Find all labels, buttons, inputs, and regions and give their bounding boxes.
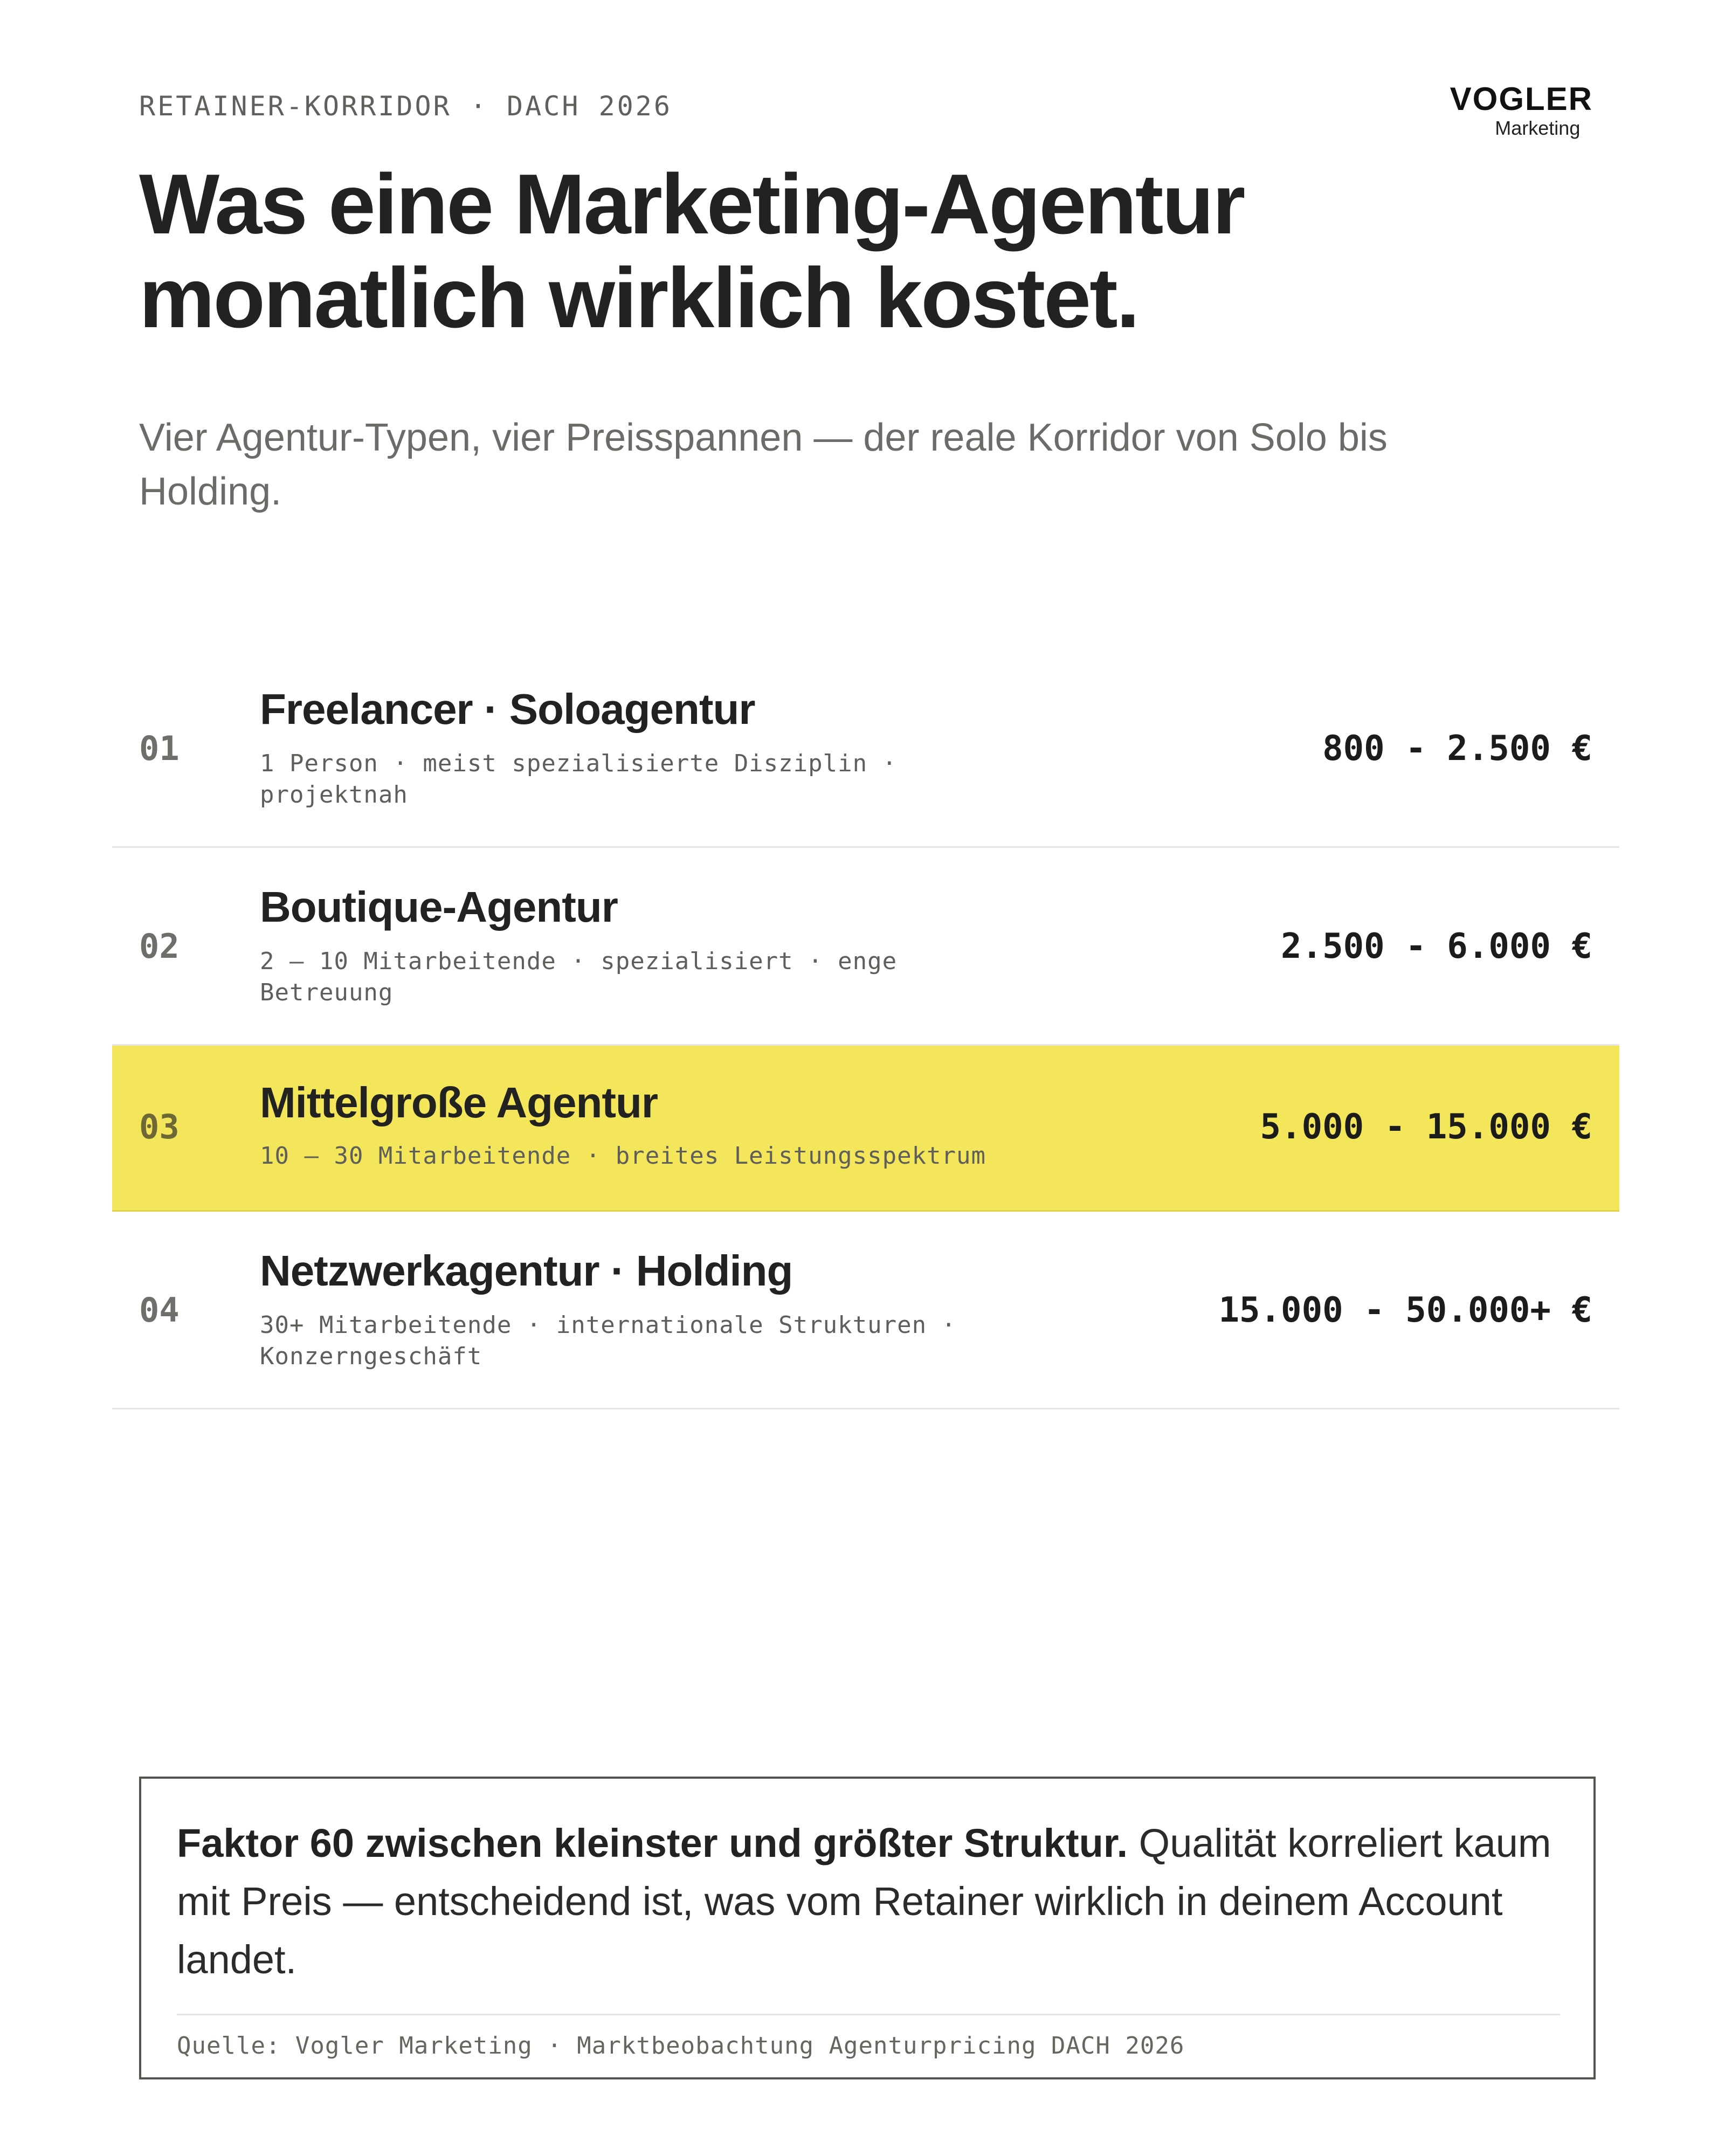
tier-row-highlighted	[112, 1046, 1619, 1212]
eyebrow-label: RETAINER-KORRIDOR · DACH 2026	[139, 91, 672, 122]
tier-name: Boutique-Agentur	[260, 883, 618, 931]
page-title	[139, 157, 1595, 345]
tier-number: 04	[139, 1290, 180, 1330]
callout-box	[139, 1777, 1596, 2079]
tier-price: 15.000 - 50.000+ €	[1218, 1290, 1592, 1330]
source-note: Quelle: Vogler Marketing · Marktbeobachtung Agenturpricing DACH 2026	[177, 2032, 1185, 2060]
tier-description: 30+ Mitarbeitende · internationale Strukturen · Konzerngeschäft	[260, 1311, 957, 1370]
callout-divider	[177, 2014, 1560, 2015]
tier-name: Freelancer · Soloagentur	[260, 685, 755, 733]
tier-price: 2.500 - 6.000 €	[1281, 927, 1592, 966]
callout-body: Qualität korreliert kaum mit Preis — entscheidend ist, was vom Retainer wirklich in deinem Account landet.	[177, 1821, 1551, 1982]
tier-row	[112, 1212, 1619, 1409]
tier-number: 01	[139, 729, 180, 768]
tier-description: 1 Person · meist spezialisierte Disziplin · projektnah	[260, 750, 898, 808]
tier-list	[112, 650, 1619, 1409]
tier-description: 10 – 30 Mitarbeitende · breites Leistungsspektrum	[260, 1142, 986, 1170]
tier-name: Netzwerkagentur · Holding	[260, 1247, 793, 1295]
tier-row	[112, 848, 1619, 1046]
title-line-1: Was eine Marketing-Agentur	[139, 157, 1244, 252]
tier-price: 5.000 - 15.000 €	[1260, 1107, 1592, 1147]
logo-subline: Marketing	[1495, 117, 1581, 139]
page-subtitle: Vier Agentur-Typen, vier Preisspannen — der reale Korridor von Solo bis Holding.	[139, 416, 1388, 513]
tier-number: 03	[139, 1107, 180, 1146]
tier-row	[112, 650, 1619, 848]
logo-wordmark: VOGLER	[1450, 81, 1593, 117]
tier-name: Mittelgroße Agentur	[260, 1079, 658, 1127]
brand-logo	[1450, 82, 1593, 140]
callout-text	[177, 1814, 1557, 1989]
tier-price: 800 - 2.500 €	[1322, 729, 1592, 769]
tier-description: 2 – 10 Mitarbeitende · spezialisiert · enge Betreuung	[260, 948, 898, 1006]
title-line-2: monatlich wirklich kostet.	[139, 251, 1138, 345]
callout-lead: Faktor 60 zwischen kleinster und größter Struktur.	[177, 1821, 1128, 1865]
tier-number: 02	[139, 927, 180, 966]
